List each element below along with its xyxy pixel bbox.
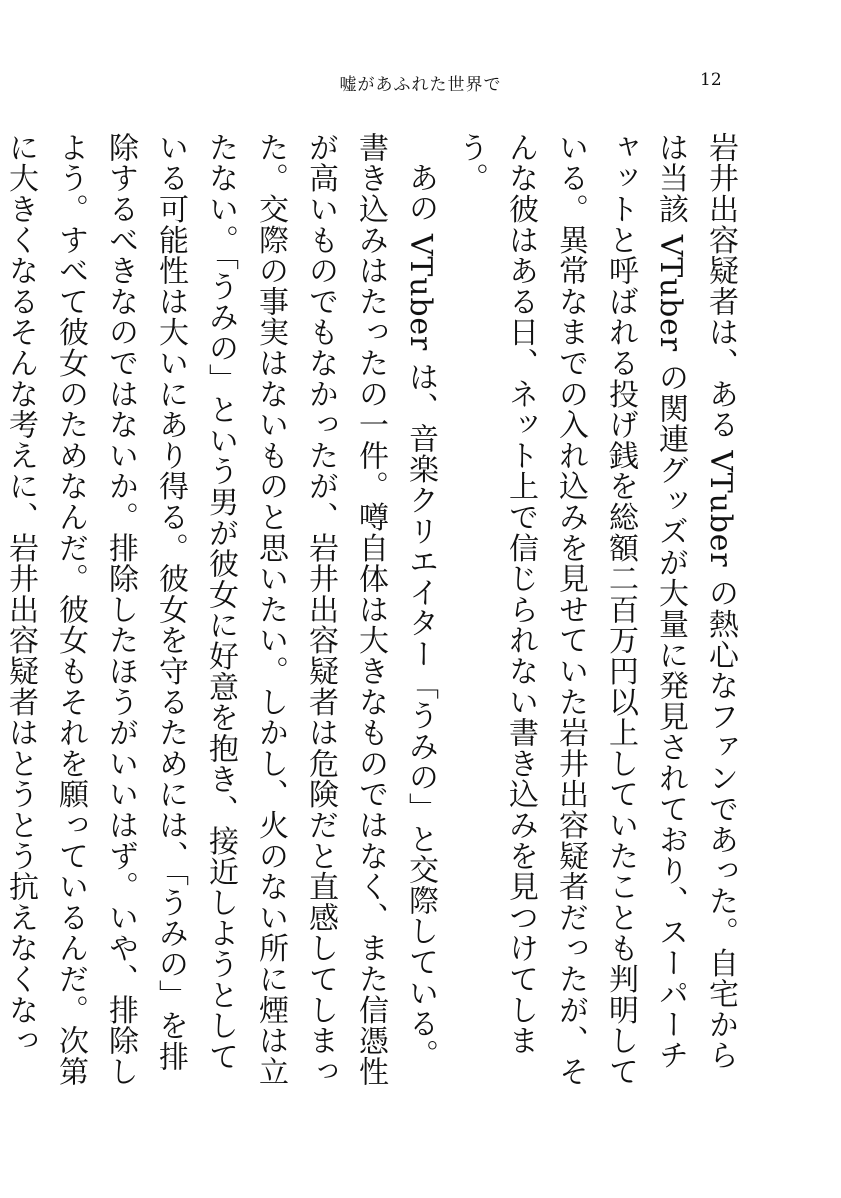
paragraph-1: 岩井出容疑者は、ある VTuber の熱心なファンであった。自宅からは当該 VTuber の関連グッズが大量に発見されており、スーパーチャットと呼ばれる投げ銭を総額二百万円以上していたことも判明している。異常なまでの入れ込みを見せていた岩井出容疑者だったが、そんな彼はある日、ネット上で信じられない書き込みを見つけてしまう。 bbox=[453, 132, 738, 1087]
page-number: 12 bbox=[700, 70, 722, 90]
paragraph-3: 書き込みはたったの一件。噂自体は大きなものではなく、また信憑性が高いものでもなかったが、岩井出容疑者は危険だと直感してしまった。交際の事実はないものと思いたい。しかし、火のない所に煙は立たない。「うみの」という男が彼女に好意を抱き、接近しようとしている可能性は大いにあり得る。彼女を守るためには、「うみの」を排除するべきなのではないか。排除したほうがいいはず。いや、排除しよう。すべて彼女のためなんだ。彼女もそれを願っているんだ。次第に大きくなるそんな考えに、岩井出容疑者はとうとう抗えなくなっ bbox=[3, 132, 388, 1087]
running-header-title: 嘘があふれた世界で bbox=[339, 75, 502, 95]
paragraph-2: あの VTuber は、音楽クリエイター「うみの」と交際している。 bbox=[403, 162, 438, 1070]
vertical-text-block bbox=[3, 132, 745, 1092]
